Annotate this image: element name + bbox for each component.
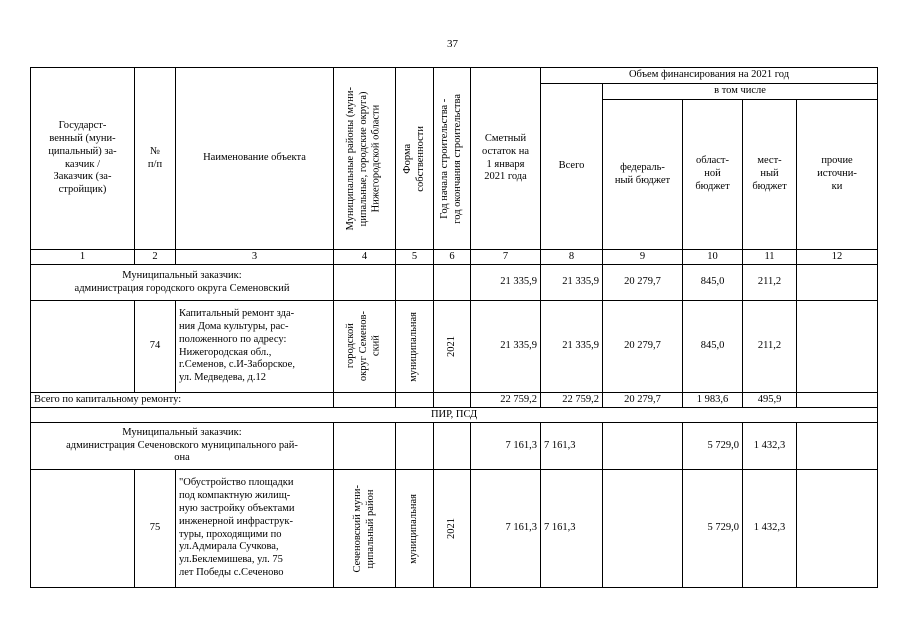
header-years-text: Год начала строительства - год окончания строительства	[439, 93, 463, 224]
federal-value: 20 279,7	[603, 265, 683, 301]
financing-table	[30, 67, 878, 588]
object-name: Капитальный ремонт зда- ния Дома культуры, рас- положенного по адресу: Нижегородская обл., г.Семенов, с.И-Заборское, ул. Медведева, д.12	[176, 301, 334, 393]
page-number: 37	[447, 38, 458, 50]
estimate-balance-value: 22 759,2	[471, 393, 541, 408]
header-customer: Государст- венный (муни- ципальный) за- казчик / Заказчик (за- стройщик)	[31, 68, 135, 250]
regional-value: 845,0	[683, 265, 743, 301]
estimate-balance-value: 21 335,9	[471, 301, 541, 393]
empty-cell	[334, 265, 396, 301]
year-cell	[434, 301, 471, 393]
column-number: 3	[176, 250, 334, 265]
column-number: 4	[334, 250, 396, 265]
empty-cell	[434, 423, 471, 470]
header-including: в том числе	[603, 84, 878, 100]
column-number: 10	[683, 250, 743, 265]
header-local: мест- ный бюджет	[743, 100, 797, 250]
header-estimate-balance: Сметный остаток на 1 января 2021 года	[471, 68, 541, 250]
empty-cell	[396, 423, 434, 470]
other-value	[797, 423, 878, 470]
local-value: 495,9	[743, 393, 797, 408]
column-number: 2	[135, 250, 176, 265]
empty-cell	[31, 470, 135, 588]
column-number: 5	[396, 250, 434, 265]
ownership-text: муниципальная	[408, 311, 420, 382]
regional-value: 5 729,0	[683, 470, 743, 588]
column-number: 7	[471, 250, 541, 265]
customer-row-label: Муниципальный заказчик: администрация городского округа Семеновский	[31, 265, 334, 301]
year-text: 2021	[445, 518, 457, 539]
estimate-balance-value: 7 161,3	[471, 470, 541, 588]
header-object-name: Наименование объекта	[176, 68, 334, 250]
empty-cell	[334, 393, 396, 408]
column-number: 1	[31, 250, 135, 265]
federal-value	[603, 423, 683, 470]
year-cell	[434, 470, 471, 588]
total-value: 7 161,3	[541, 423, 603, 470]
item-number: 74	[135, 301, 176, 393]
header-years	[434, 68, 471, 250]
column-number: 9	[603, 250, 683, 265]
district-cell	[334, 470, 396, 588]
total-value: 22 759,2	[541, 393, 603, 408]
other-value	[797, 393, 878, 408]
ownership-cell	[396, 470, 434, 588]
regional-value: 845,0	[683, 301, 743, 393]
local-value: 1 432,3	[743, 470, 797, 588]
column-number: 12	[797, 250, 878, 265]
empty-cell	[396, 393, 434, 408]
regional-value: 1 983,6	[683, 393, 743, 408]
estimate-balance-value: 21 335,9	[471, 265, 541, 301]
header-number: № п/п	[135, 68, 176, 250]
item-number: 75	[135, 470, 176, 588]
total-value: 21 335,9	[541, 301, 603, 393]
column-number: 6	[434, 250, 471, 265]
total-value: 21 335,9	[541, 265, 603, 301]
header-regional: област- ной бюджет	[683, 100, 743, 250]
object-name: "Обустройство площадки под компактную жилищ- ную застройку объектами инженерной инфраструк- туры, проходящими по ул.Адмирала Сучкова, ул.Беклемишева, ул. 75 лет Победы с.Сеченово	[176, 470, 334, 588]
district-text: Сеченовский муни- ципальный район	[351, 484, 376, 573]
header-financing-volume: Объем финансирования на 2021 год	[541, 68, 878, 84]
total-value: 7 161,3	[541, 470, 603, 588]
ownership-text: муниципальная	[408, 493, 420, 564]
local-value: 211,2	[743, 301, 797, 393]
empty-cell	[434, 265, 471, 301]
header-districts-text: Муниципальные районы (муни- ципальные, городские округа) Нижегородской области	[345, 86, 382, 231]
header-federal: федераль- ный бюджет	[603, 100, 683, 250]
other-value	[797, 470, 878, 588]
column-number: 8	[541, 250, 603, 265]
federal-value: 20 279,7	[603, 393, 683, 408]
district-text: городской округ Семенов- ский	[345, 311, 382, 382]
header-other: прочие источни- ки	[797, 100, 878, 250]
empty-cell	[434, 393, 471, 408]
estimate-balance-value: 7 161,3	[471, 423, 541, 470]
empty-cell	[31, 301, 135, 393]
federal-value	[603, 470, 683, 588]
other-value	[797, 265, 878, 301]
header-ownership	[396, 68, 434, 250]
header-total: Всего	[541, 84, 603, 250]
section-title: ПИР, ПСД	[31, 408, 878, 423]
empty-cell	[334, 423, 396, 470]
empty-cell	[396, 265, 434, 301]
ownership-cell	[396, 301, 434, 393]
local-value: 1 432,3	[743, 423, 797, 470]
header-districts	[334, 68, 396, 250]
district-cell	[334, 301, 396, 393]
local-value: 211,2	[743, 265, 797, 301]
regional-value: 5 729,0	[683, 423, 743, 470]
customer-row-label: Муниципальный заказчик: администрация Сеченовского муниципального рай- она	[31, 423, 334, 470]
year-text: 2021	[445, 336, 457, 357]
header-ownership-text: Форма собственности	[401, 125, 426, 192]
column-number: 11	[743, 250, 797, 265]
total-row-label: Всего по капитальному ремонту:	[31, 393, 334, 408]
other-value	[797, 301, 878, 393]
federal-value: 20 279,7	[603, 301, 683, 393]
